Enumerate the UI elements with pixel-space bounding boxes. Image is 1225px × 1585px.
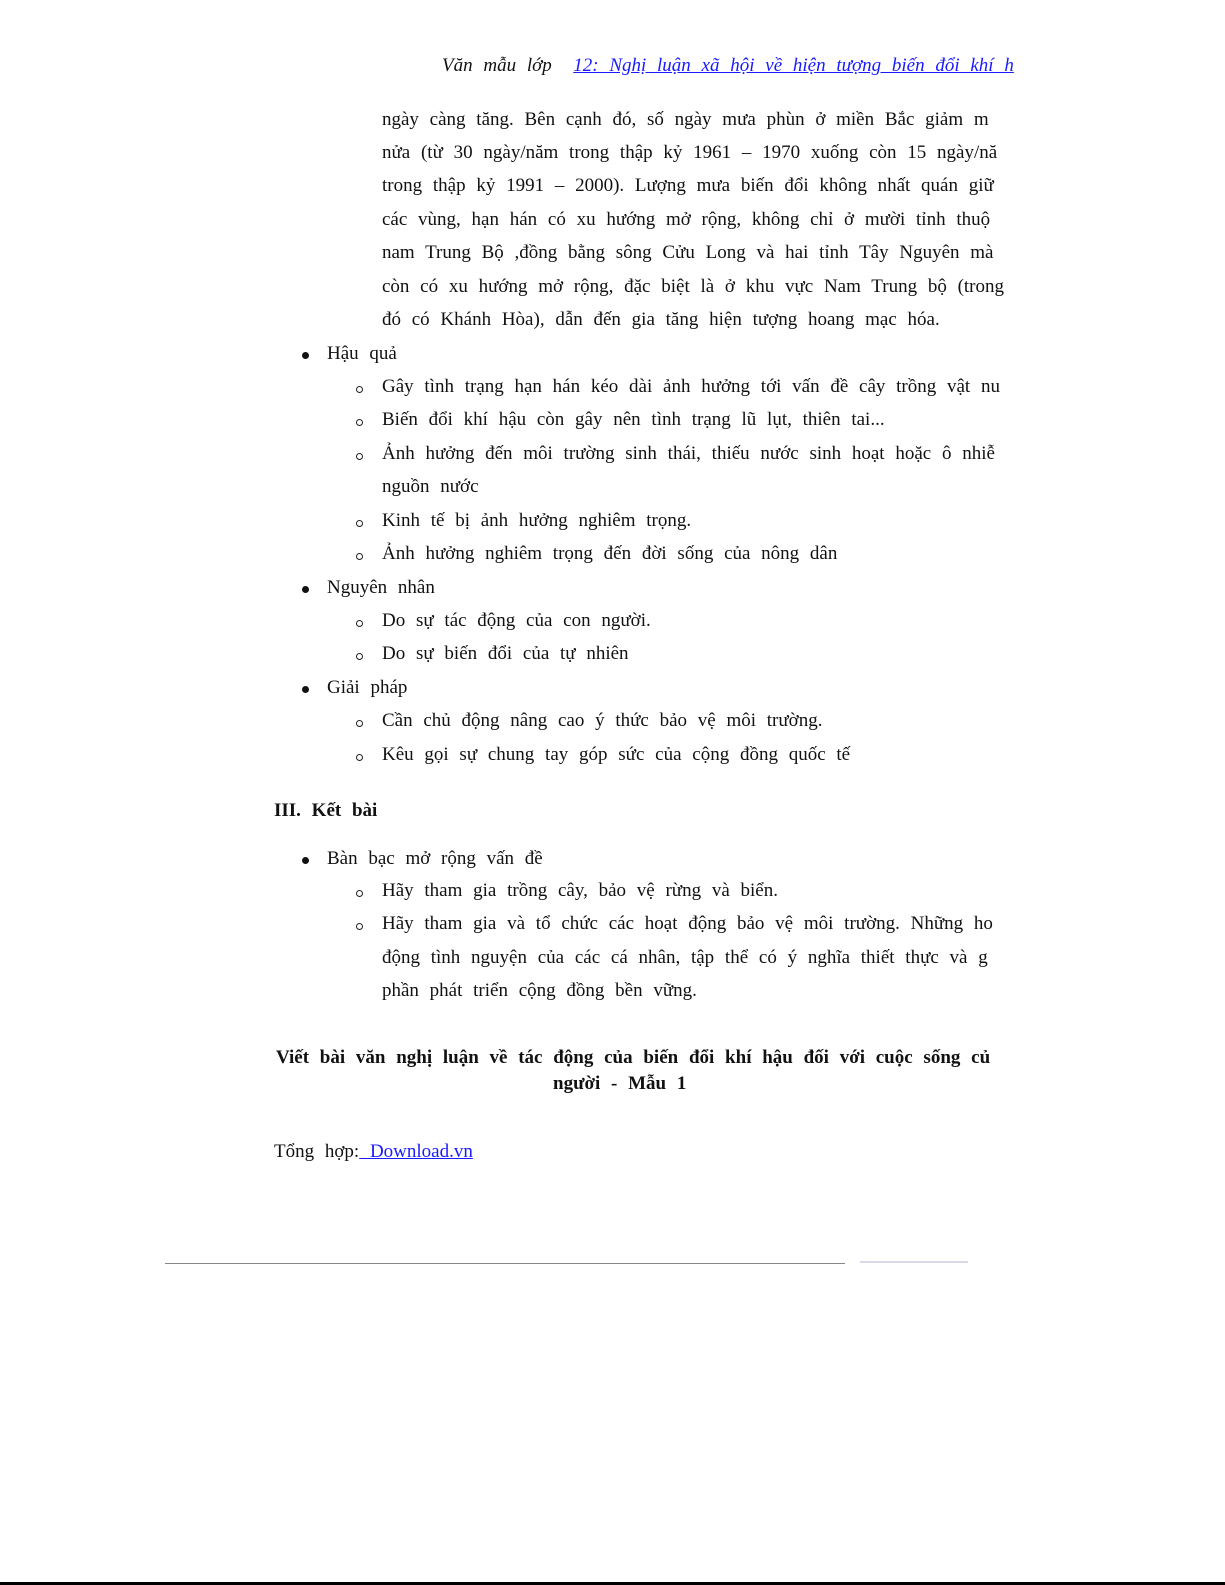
header-prefix: Văn mẫu lớp [442, 55, 552, 76]
circle-bullet-icon [356, 720, 363, 727]
section-heading-ket-bai: III. Kết bài [274, 800, 378, 821]
list-item-continuation: động tình nguyện của các cá nhân, tập thể có ý nghĩa thiết thực và g [382, 947, 988, 968]
source-link[interactable]: Download.vn [359, 1141, 473, 1162]
circle-bullet-icon [356, 620, 363, 627]
paragraph-line: trong thập kỷ 1991 – 2000). Lượng mưa biến đổi không nhất quán giữ [382, 175, 994, 196]
source-line [274, 1140, 473, 1164]
list-item: Hãy tham gia trồng cây, bảo vệ rừng và biển. [382, 880, 778, 901]
list-item-continuation: nguồn nước [382, 476, 479, 497]
paragraph-line: còn có xu hướng mở rộng, đặc biệt là ở khu vực Nam Trung bộ (trong [382, 276, 1004, 297]
section-title-nguyen-nhan: Nguyên nhân [327, 577, 435, 598]
bullet-icon [302, 857, 309, 864]
list-item: Ảnh hưởng nghiêm trọng đến đời sống của nông dân [382, 543, 838, 564]
list-item: Kêu gọi sự chung tay góp sức của cộng đồng quốc tế [382, 744, 851, 765]
circle-bullet-icon [356, 653, 363, 660]
footer-faint-mark [860, 1261, 968, 1263]
list-item: Ảnh hưởng đến môi trường sinh thái, thiếu nước sinh hoạt hoặc ô nhiễ [382, 443, 995, 464]
circle-bullet-icon [356, 386, 363, 393]
list-item: Cần chủ động nâng cao ý thức bảo vệ môi trường. [382, 710, 823, 731]
circle-bullet-icon [356, 923, 363, 930]
circle-bullet-icon [356, 754, 363, 761]
page-header [442, 54, 1014, 78]
list-item: Do sự biến đổi của tự nhiên [382, 643, 629, 664]
section-title-hau-qua: Hậu quả [327, 343, 397, 364]
bullet-icon [302, 352, 309, 359]
circle-bullet-icon [356, 890, 363, 897]
list-item: Kinh tế bị ảnh hưởng nghiêm trọng. [382, 510, 692, 531]
paragraph-line: đó có Khánh Hòa), dẫn đến gia tăng hiện tượng hoang mạc hóa. [382, 309, 940, 330]
list-item: Do sự tác động của con người. [382, 610, 651, 631]
circle-bullet-icon [356, 419, 363, 426]
bullet-icon [302, 686, 309, 693]
list-item: Biến đổi khí hậu còn gây nên tình trạng lũ lụt, thiên tai... [382, 409, 885, 430]
essay-title-line1: Viết bài văn nghị luận về tác động của biến đổi khí hậu đối với cuộc sống củ [276, 1047, 991, 1068]
footer-divider [165, 1263, 845, 1264]
source-label: Tổng hợp: [274, 1141, 360, 1162]
paragraph-line: ngày càng tăng. Bên cạnh đó, số ngày mưa phùn ở miền Bắc giảm m [382, 109, 989, 130]
paragraph-line: nam Trung Bộ ,đồng bằng sông Cửu Long và hai tỉnh Tây Nguyên mà [382, 242, 994, 263]
circle-bullet-icon [356, 453, 363, 460]
paragraph-line: các vùng, hạn hán có xu hướng mở rộng, không chỉ ở mười tỉnh thuộ [382, 209, 991, 230]
list-item: Hãy tham gia và tổ chức các hoạt động bảo vệ môi trường. Những ho [382, 913, 993, 934]
bullet-icon [302, 586, 309, 593]
section-title-giai-phap: Giải pháp [327, 677, 408, 698]
list-item-continuation: phần phát triển cộng đồng bền vững. [382, 980, 697, 1001]
header-link[interactable]: 12: Nghị luận xã hội về hiện tượng biến đổi khí h [573, 55, 1014, 76]
circle-bullet-icon [356, 520, 363, 527]
essay-title-line2: người - Mẫu 1 [553, 1073, 687, 1094]
paragraph-line: nửa (từ 30 ngày/năm trong thập kỷ 1961 – 1970 xuống còn 15 ngày/nă [382, 142, 998, 163]
section-title-ban-bac: Bàn bạc mở rộng vấn đề [327, 848, 543, 869]
list-item: Gây tình trạng hạn hán kéo dài ảnh hưởng tới vấn đề cây trồng vật nu [382, 376, 1000, 397]
circle-bullet-icon [356, 553, 363, 560]
